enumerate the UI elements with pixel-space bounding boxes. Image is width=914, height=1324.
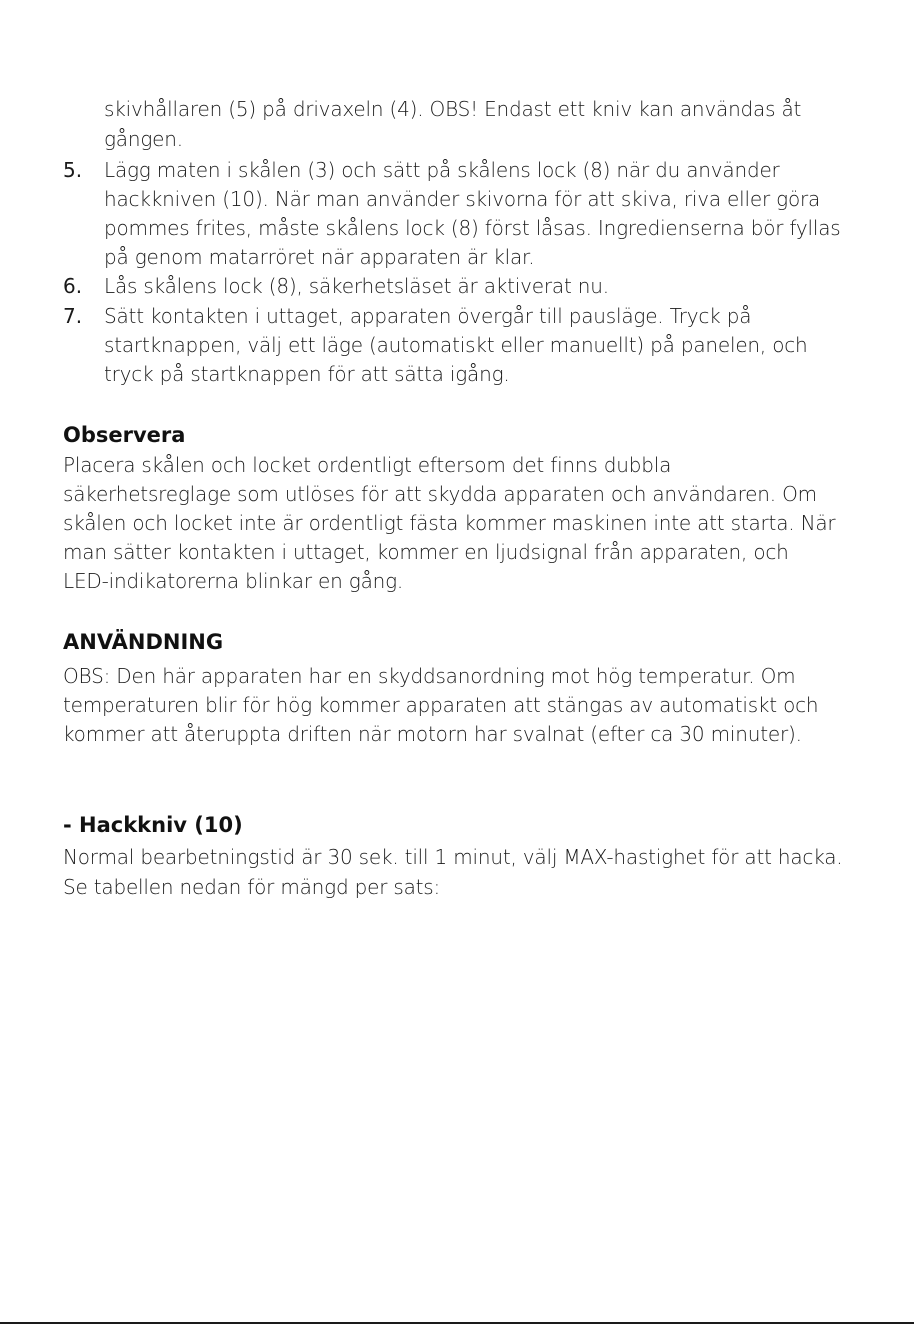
- list-item-7-line-2: startknappen, välj ett läge (automatiskt eller manuellt) på panelen, och: [104, 333, 808, 357]
- list-item-5-line-2: hackkniven (10). När man använder skivorna för att skiva, riva eller göra: [104, 187, 821, 211]
- list-item-5-line-3: pommes frites, måste skålens lock (8) först låsas. Ingredienserna bör fyllas: [104, 216, 841, 240]
- observera-line-1: Placera skålen och locket ordentligt eftersom det finns dubbla: [63, 453, 672, 477]
- anvandning-heading: ANVÄNDNING: [63, 630, 224, 654]
- list-item-7-line-1: Sätt kontakten i uttaget, apparaten övergår till pausläge. Tryck på: [104, 304, 752, 328]
- observera-line-5: LED-indikatorerna blinkar en gång.: [63, 569, 404, 593]
- hackkniv-line-1: Normal bearbetningstid är 30 sek. till 1 minut, välj MAX-hastighet för att hacka.: [63, 845, 843, 869]
- list-item-6-line-1: Lås skålens lock (8), säkerhetsläset är aktiverat nu.: [104, 274, 609, 298]
- list-item-7-line-3: tryck på startknappen för att sätta igång.: [104, 362, 510, 386]
- observera-heading: Observera: [63, 423, 186, 447]
- list-item-4-line-1: skivhållaren (5) på drivaxeln (4). OBS! Endast ett kniv kan användas åt: [104, 97, 802, 121]
- observera-line-3: skålen och locket inte är ordentligt fästa kommer maskinen inte att starta. När: [63, 511, 836, 535]
- hackkniv-heading: - Hackkniv (10): [63, 813, 243, 837]
- anvandning-line-3: kommer att återuppta driften när motorn har svalnat (efter ca 30 minuter).: [63, 722, 802, 746]
- list-item-5-line-4: på genom matarröret när apparaten är klar.: [104, 245, 535, 269]
- list-item-7-number: 7.: [63, 304, 83, 328]
- anvandning-line-1: OBS: Den här apparaten har en skyddsanordning mot hög temperatur. Om: [63, 664, 796, 688]
- observera-line-4: man sätter kontakten i uttaget, kommer en ljudsignal från apparaten, och: [63, 540, 789, 564]
- anvandning-line-2: temperaturen blir för hög kommer apparaten att stängas av automatiskt och: [63, 693, 819, 717]
- observera-line-2: säkerhetsreglage som utlöses för att skydda apparaten och användaren. Om: [63, 482, 817, 506]
- list-item-5-number: 5.: [63, 158, 83, 182]
- list-item-6-number: 6.: [63, 274, 83, 298]
- list-item-4-line-2: gången.: [104, 127, 183, 151]
- hackkniv-line-2: Se tabellen nedan för mängd per sats:: [63, 875, 441, 899]
- list-item-5-line-1: Lägg maten i skålen (3) och sätt på skålens lock (8) när du använder: [104, 158, 780, 182]
